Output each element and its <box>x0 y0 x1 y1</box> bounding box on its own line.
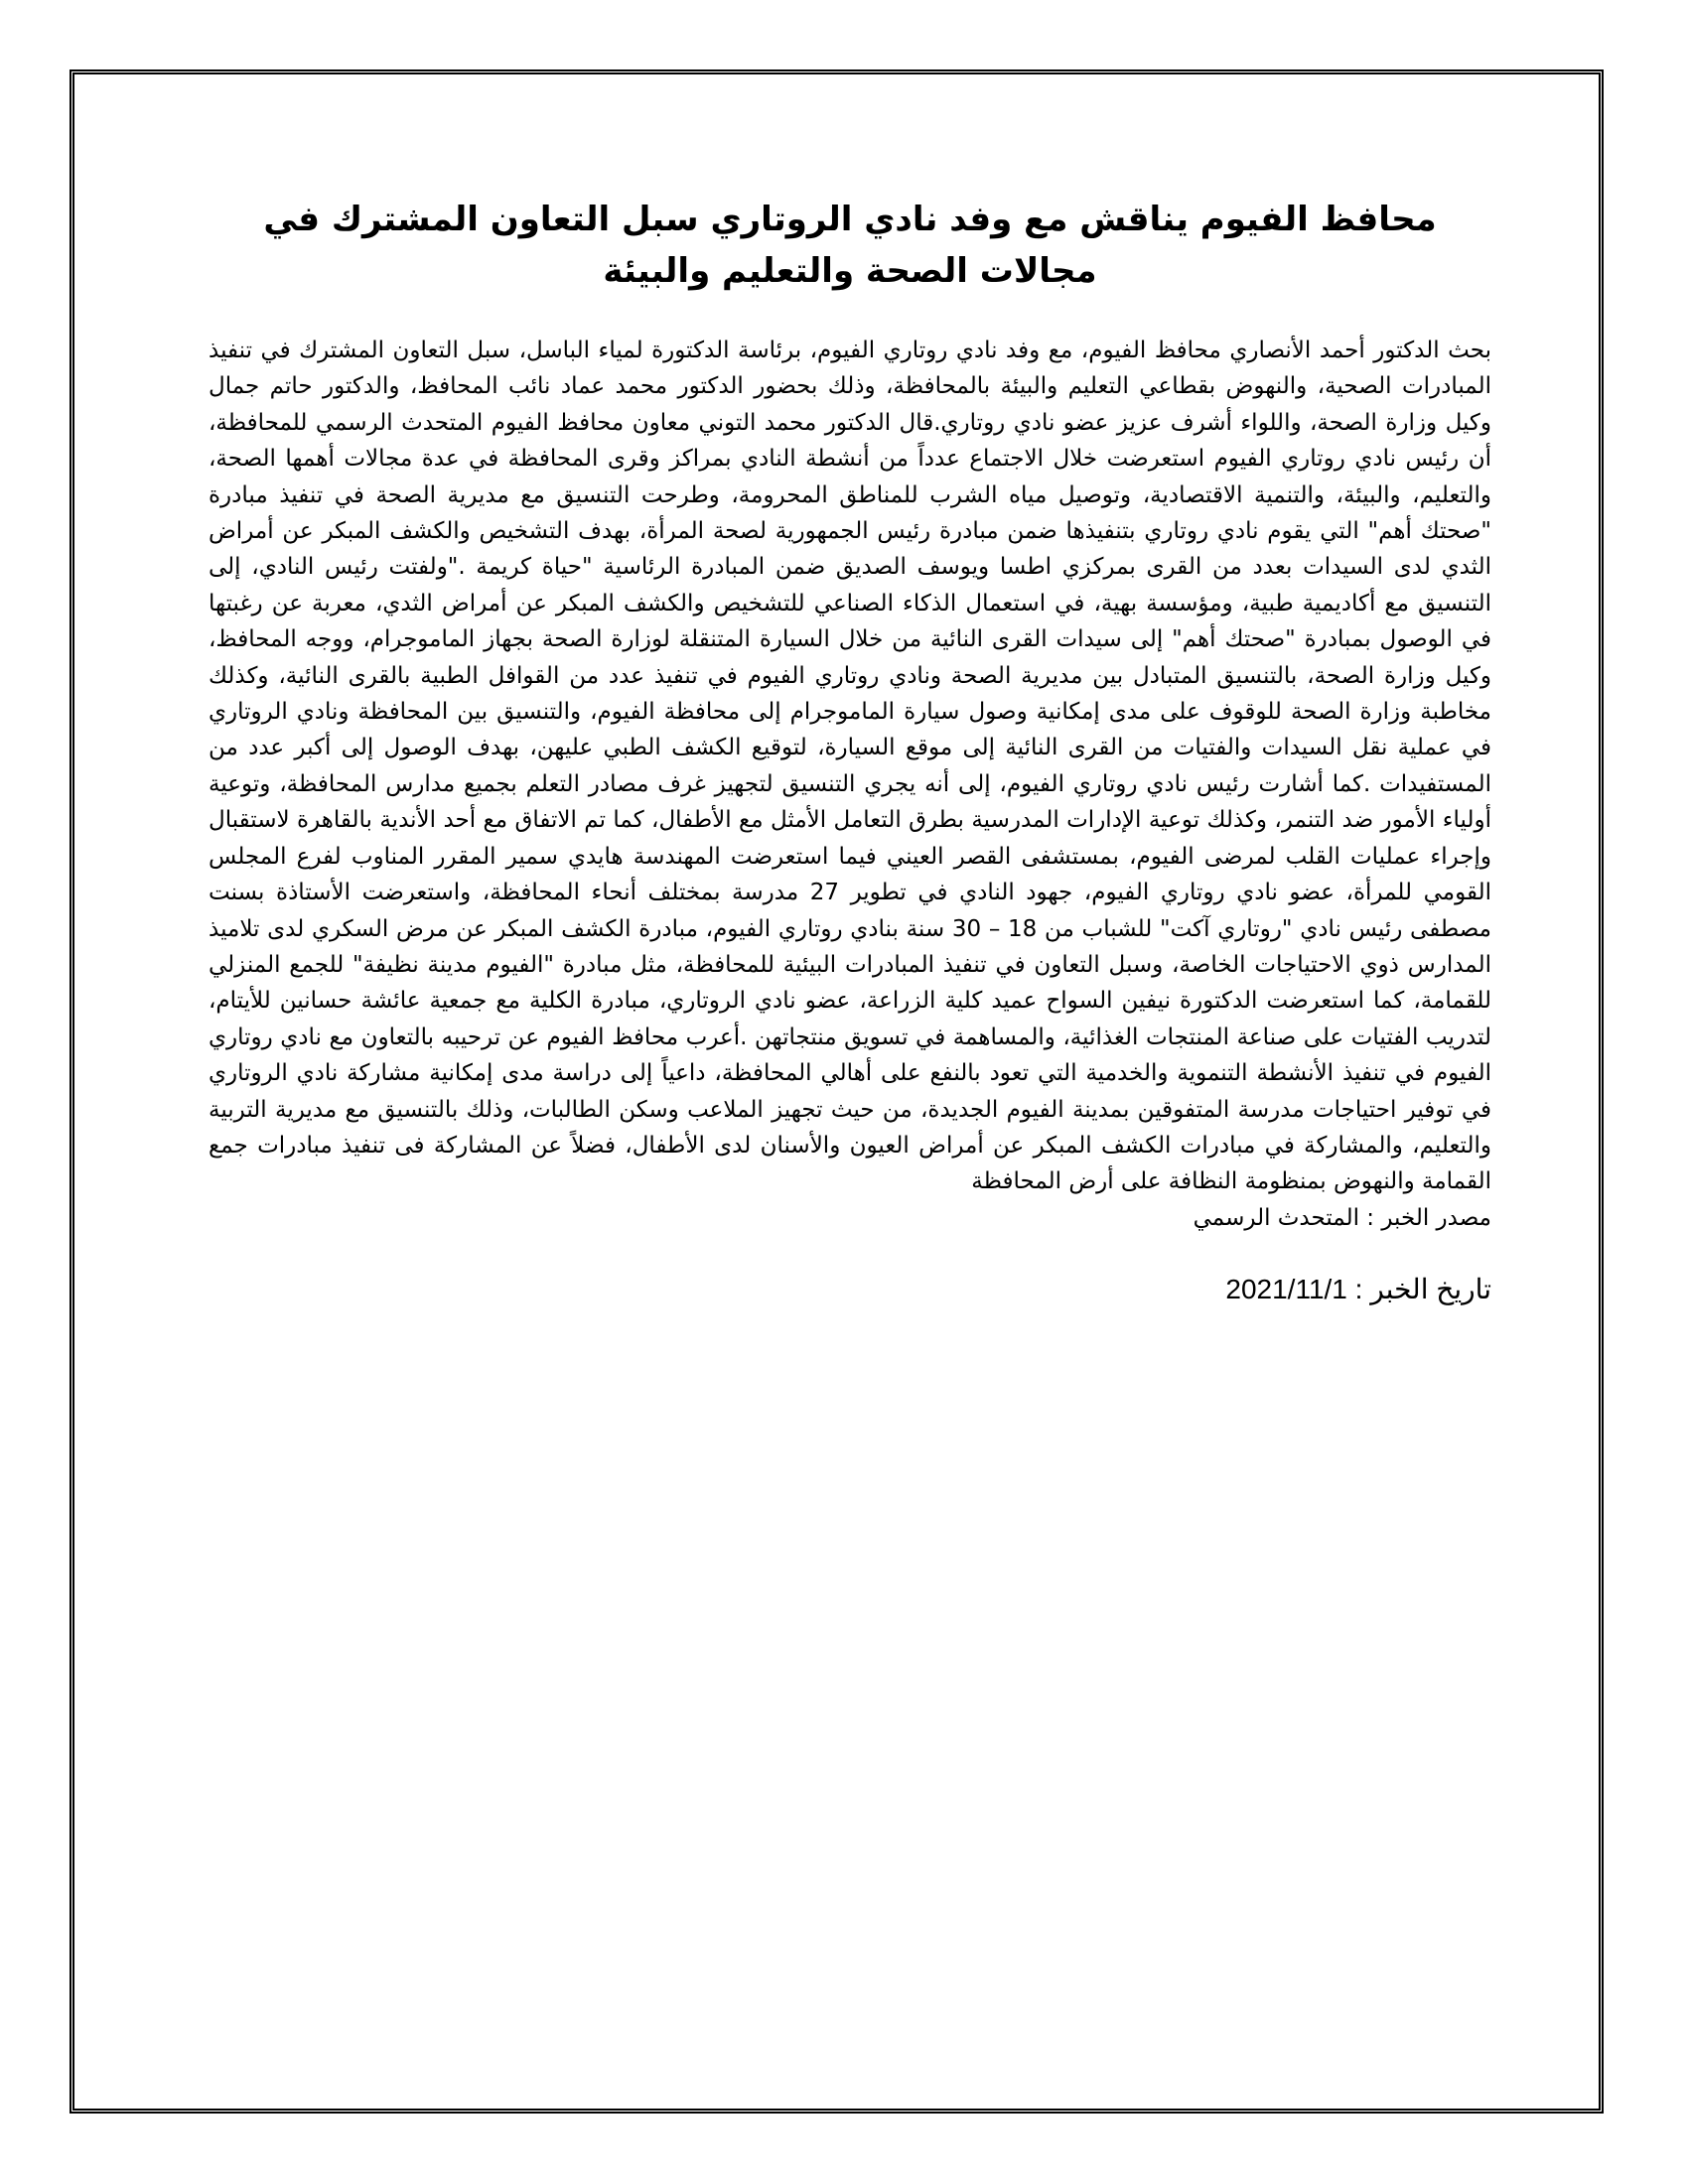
article-title: محافظ الفيوم يناقش مع وفد نادي الروتاري سبل التعاون المشترك في مجالات الصحة والتعليم والبيئة <box>263 200 1437 291</box>
news-source: مصدر الخبر : المتحدث الرسمي <box>1193 1204 1491 1231</box>
article <box>209 194 1491 1309</box>
news-date: تاريخ الخبر : 2021/11/1 <box>1225 1274 1491 1305</box>
article-body: بحث الدكتور أحمد الأنصاري محافظ الفيوم، مع وفد نادي روتاري الفيوم، برئاسة الدكتورة لمياء الباسل، سبل التعاون المشترك في تنفيذ المبادرات الصحية، والنهوض بقطاعي التعليم والبيئة بالمحافظة، وذلك بحضور الدكتور محمد عماد نائب المحافظ، والدكتور حاتم جمال وكيل وزارة الصحة، واللواء أشرف عزيز عضو نادي روتاري.قال الدكتور محمد التوني معاون محافظ الفيوم المتحدث الرسمي للمحافظة، أن رئيس نادي روتاري الفيوم استعرضت خلال الاجتماع عدداً من أنشطة النادي بمراكز وقرى المحافظة في عدة مجالات أهمها الصحة، والتعليم، والبيئة، والتنمية الاقتصادية، وتوصيل مياه الشرب للمناطق المحرومة، وطرحت التنسيق مع مديرية الصحة في تنفيذ مبادرة "صحتك أهم" التي يقوم نادي روتاري بتنفيذها ضمن مبادرة رئيس الجمهورية لصحة المرأة، بهدف التشخيص والكشف المبكر عن أمراض الثدي لدى السيدات بعدد من القرى بمركزي اطسا ويوسف الصديق ضمن المبادرة الرئاسية "حياة كريمة ."ولفتت رئيس النادي، إلى التنسيق مع أكاديمية طبية، ومؤسسة بهية، في استعمال الذكاء الصناعي للتشخيص والكشف المبكر عن أمراض الثدي، معربة عن رغبتها في الوصول بمبادرة "صحتك أهم" إلى سيدات القرى النائية من خلال السيارة المتنقلة لوزارة الصحة بجهاز الماموجرام، ووجه المحافظ، وكيل وزارة الصحة، بالتنسيق المتبادل بين مديرية الصحة ونادي روتاري الفيوم في تنفيذ عدد من القوافل الطبية بالقرى النائية، وكذلك مخاطبة وزارة الصحة للوقوف على مدى إمكانية وصول سيارة الماموجرام إلى محافظة الفيوم، والتنسيق بين المحافظة ونادي الروتاري في عملية نقل السيدات والفتيات من القرى النائية إلى موقع السيارة، لتوقيع الكشف الطبي عليهن، بهدف الوصول إلى أكبر عدد من المستفيدات .كما أشارت رئيس نادي روتاري الفيوم، إلى أنه يجري التنسيق لتجهيز غرف مصادر التعلم بجميع مدارس المحافظة، وتوعية أولياء الأمور ضد التنمر، وكذلك توعية الإدارات المدرسية بطرق التعامل الأمثل مع الأطفال، كما تم الاتفاق مع أحد الأندية بالقاهرة لاستقبال وإجراء عمليات القلب لمرضى الفيوم، بمستشفى القصر العيني فيما استعرضت المهندسة هايدي سمير المقرر المناوب لفرع المجلس القومي للمرأة، عضو نادي روتاري الفيوم، جهود النادي في تطوير 27 مدرسة بمختلف أنحاء المحافظة، واستعرضت الأستاذة بسنت مصطفى رئيس نادي "روتاري آكت" للشباب من 18 – 30 سنة بنادي روتاري الفيوم، مبادرة الكشف المبكر عن مرض السكري لدى تلاميذ المدارس ذوي الاحتياجات الخاصة، وسبل التعاون في تنفيذ المبادرات البيئية للمحافظة، مثل مبادرة "الفيوم مدينة نظيفة" للجمع المنزلي للقمامة، كما استعرضت الدكتورة نيفين السواح عميد كلية الزراعة، عضو نادي الروتاري، مبادرة الكلية مع جمعية عائشة حسانين للأيتام، لتدريب الفتيات على صناعة المنتجات الغذائية، والمساهمة في تسويق منتجاتهن .أعرب محافظ الفيوم عن ترحيبه بالتعاون مع نادي روتاري الفيوم في تنفيذ الأنشطة التنموية والخدمية التي تعود بالنفع على أهالي المحافظة، داعياً إلى دراسة مدى إمكانية مشاركة نادي الروتاري في توفير احتياجات مدرسة المتفوقين بمدينة الفيوم الجديدة، من حيث تجهيز الملاعب وسكن الطالبات، وذلك بالتنسيق مع مديرية التربية والتعليم، والمشاركة في مبادرات الكشف المبكر عن أمراض العيون والأسنان لدى الأطفال، فضلاً عن المشاركة فى تنفيذ مبادرات جمع القمامة والنهوض بمنظومة النظافة على أرض المحافظة <box>209 338 1491 1195</box>
